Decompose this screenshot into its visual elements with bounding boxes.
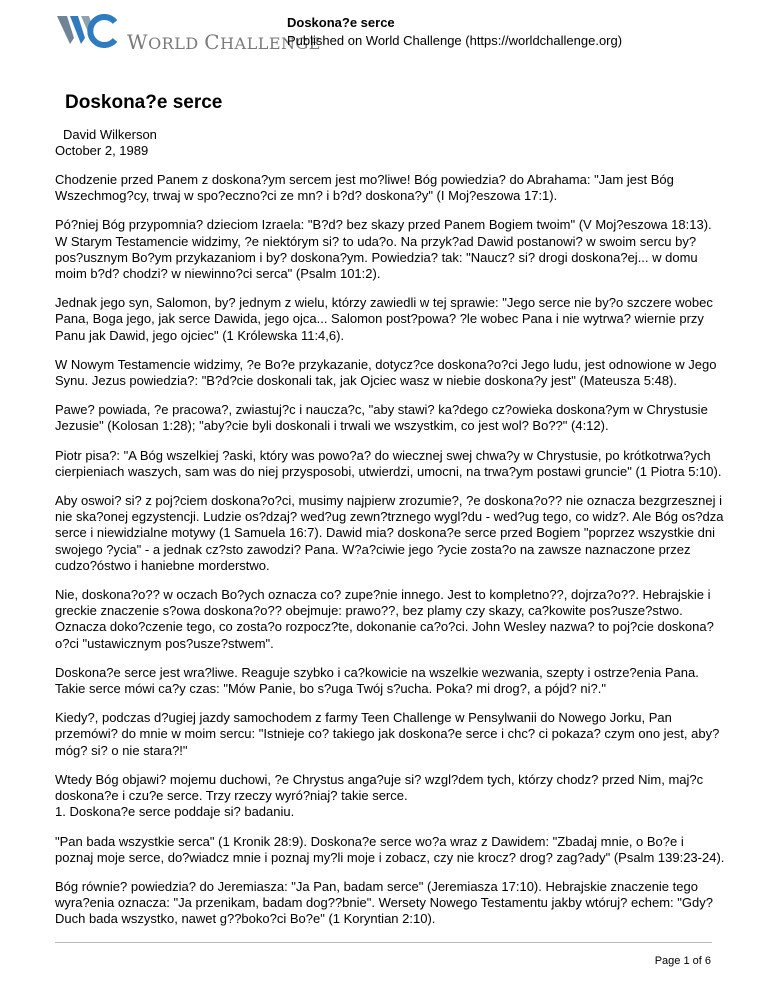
article-paragraph: "Pan bada wszystkie serca" (1 Kronik 28:9). Doskona?e serce wo?a wraz z Dawidem: "Zbadaj mnie, o Bo?e i poznaj moje serce, do?wiadcz mnie i poznaj my?li moje i zobacz, czy nie krocz? drog? zag?ady" (Psalm 139:23-24). [55,833,725,865]
article-paragraph: Piotr pisa?: "A Bóg wszelkiej ?aski, który was powo?a? do wiecznej swej chwa?y w Chrystusie, po krótkotrwa?ych cierpieniach waszych, sam was do niej przysposobi, utwierdzi, umocni, na trwa?ym postawi gruncie" (1 Piotra 5:10). [55,447,722,479]
article-paragraph: Aby oswoi? si? z poj?ciem doskona?o?ci, musimy najpierw zrozumie?, ?e doskona?o?? nie oznacza bezgrzesznej i nie ska?onej egzystencji. Ludzie os?dzaj? wed?ug zewn?trznego wygl?du - wed?ug tego, co widz?. Ale Bóg os?dza serce i niewidzialne motywy (1 Samuela 16:7). Dawid mia? doskona?e serce przed Bogiem "poprzez wszystkie dni swojego ?ycia" - a jednak cz?sto zawodzi? Pana. W?a?ciwie jego ?ycie zosta?o na zawsze naznaczone przez cudzo?óstwo i haniebne morderstwo. [55,493,724,573]
header-text [287,15,622,49]
header-title: Doskona?e serce [287,15,395,30]
article-paragraph: Jednak jego syn, Salomon, by? jednym z wielu, którzy zawiedli w tej sprawie: "Jego serce nie by?o szczere wobec Pana, Boga jego, jak serce Dawida, jego ojca... Salomon post?powa? ?le wobec Pana i nie wytrwa? wiernie przy Panu jak Dawid, jego ojciec" (1 Królewska 11:4,6). [55,295,713,343]
article-title: Doskona?e serce [65,92,223,113]
article-author: David Wilkerson [63,127,157,142]
world-challenge-logo[interactable] [57,12,321,54]
footer-divider [55,942,712,943]
logo-wordmark: WORLD CHALLENGE [127,30,321,54]
header-published-line: Published on World Challenge (https://worldchallenge.org) [287,33,623,48]
page-number: Page 1 of 6 [654,955,711,967]
article-paragraph: Wtedy Bóg objawi? mojemu duchowi, ?e Chrystus anga?uje si? wzgl?dem tych, którzy chodz? przed Nim, maj?c doskona?e i czu?e serce. Trzy rzeczy wyró?niaj? takie serce. 1. Doskona?e serce poddaje si? badaniu. [55,771,704,820]
article-paragraph: Pó?niej Bóg przypomnia? dzieciom Izraela: "B?d? bez skazy przed Panem Bogiem twoim" (V Moj?eszowa 18:13). W Starym Testamencie widzimy, ?e niektórym si? to uda?o. Na przyk?ad Dawid postanowi? w swoim sercu by? pos?usznym Bo?ym przykazaniom i by? doskona?ym. Powiedzia? tak: "Naucz? si? drogi doskona?ej... w domu moim b?d? chodzi? w niewinno?ci serca" (Psalm 101:2). [55,217,712,282]
article-paragraph: Pawe? powiada, ?e pracowa?, zwiastuj?c i naucza?c, "aby stawi? ka?dego cz?owieka doskona?ym w Chrystusie Jezusie" (Kolosan 1:28); "aby?cie byli doskonali i trwali we wszystkim, co jest wol? Bo??" (4:12). [55,402,708,434]
article-body [55,172,725,941]
world-challenge-logo-icon [57,12,125,48]
article-paragraph: Kiedy?, podczas d?ugiej jazdy samochodem z farmy Teen Challenge w Pensylwanii do Nowego Jorku, Pan przemówi? do mnie w moim sercu: "Istnieje co? takiego jak doskona?e serce i chc? ci pokaza? czym ono jest, aby? móg? si? o nie stara?!" [55,710,720,758]
article-paragraph: Nie, doskona?o?? w oczach Bo?ych oznacza co? zupe?nie innego. Jest to kompletno??, dojrza?o??. Hebrajskie i greckie znaczenie s?owa doskona?o?? obejmuje: prawo??, bez plamy czy skazy, ca?kowite pos?usze?stwo. Oznacza doko?czenie tego, co zosta?o rozpocz?te, dokonanie ca?o?ci. John Wesley nazwa? to poj?cie doskona?o?ci "ustawicznym pos?usze?stwem". [55,587,714,651]
article-paragraph: Chodzenie przed Panem z doskona?ym sercem jest mo?liwe! Bóg powiedzia? do Abrahama: "Jam jest Bóg Wszechmog?cy, trwaj w spo?eczno?ci ze mn? i b?d? doskona?y" (I Moj?eszowa 17:1). [55,172,674,204]
article-paragraph: Doskona?e serce jest wra?liwe. Reaguje szybko i ca?kowicie na wszelkie wezwania, szepty i ostrze?enia Pana. Takie serce mówi ca?y czas: "Mów Panie, bo s?uga Twój s?ucha. Poka? mi drog?, a pójd? ni?." [55,664,699,697]
article-paragraph: W Nowym Testamencie widzimy, ?e Bo?e przykazanie, dotycz?ce doskona?o?ci Jego ludu, jest odnowione w Jego Synu. Jezus powiedzia?: "B?d?cie doskonali tak, jak Ojciec wasz w niebie doskona?y jest" (Mateusza 5:48). [55,356,717,389]
article-date: October 2, 1989 [55,143,149,158]
page-header [0,0,768,60]
article-paragraph: Bóg równie? powiedzia? do Jeremiasza: "Ja Pan, badam serce" (Jeremiasza 17:10). Hebrajskie znaczenie tego wyra?enia oznacza: "Ja przenikam, badam dog??bnie". Wersety Nowego Testamentu jakby wtóruj? echem: "Gdy? Duch bada wszystko, nawet g??boko?ci Bo?e" (1 Koryntian 2:10). [55,878,713,927]
